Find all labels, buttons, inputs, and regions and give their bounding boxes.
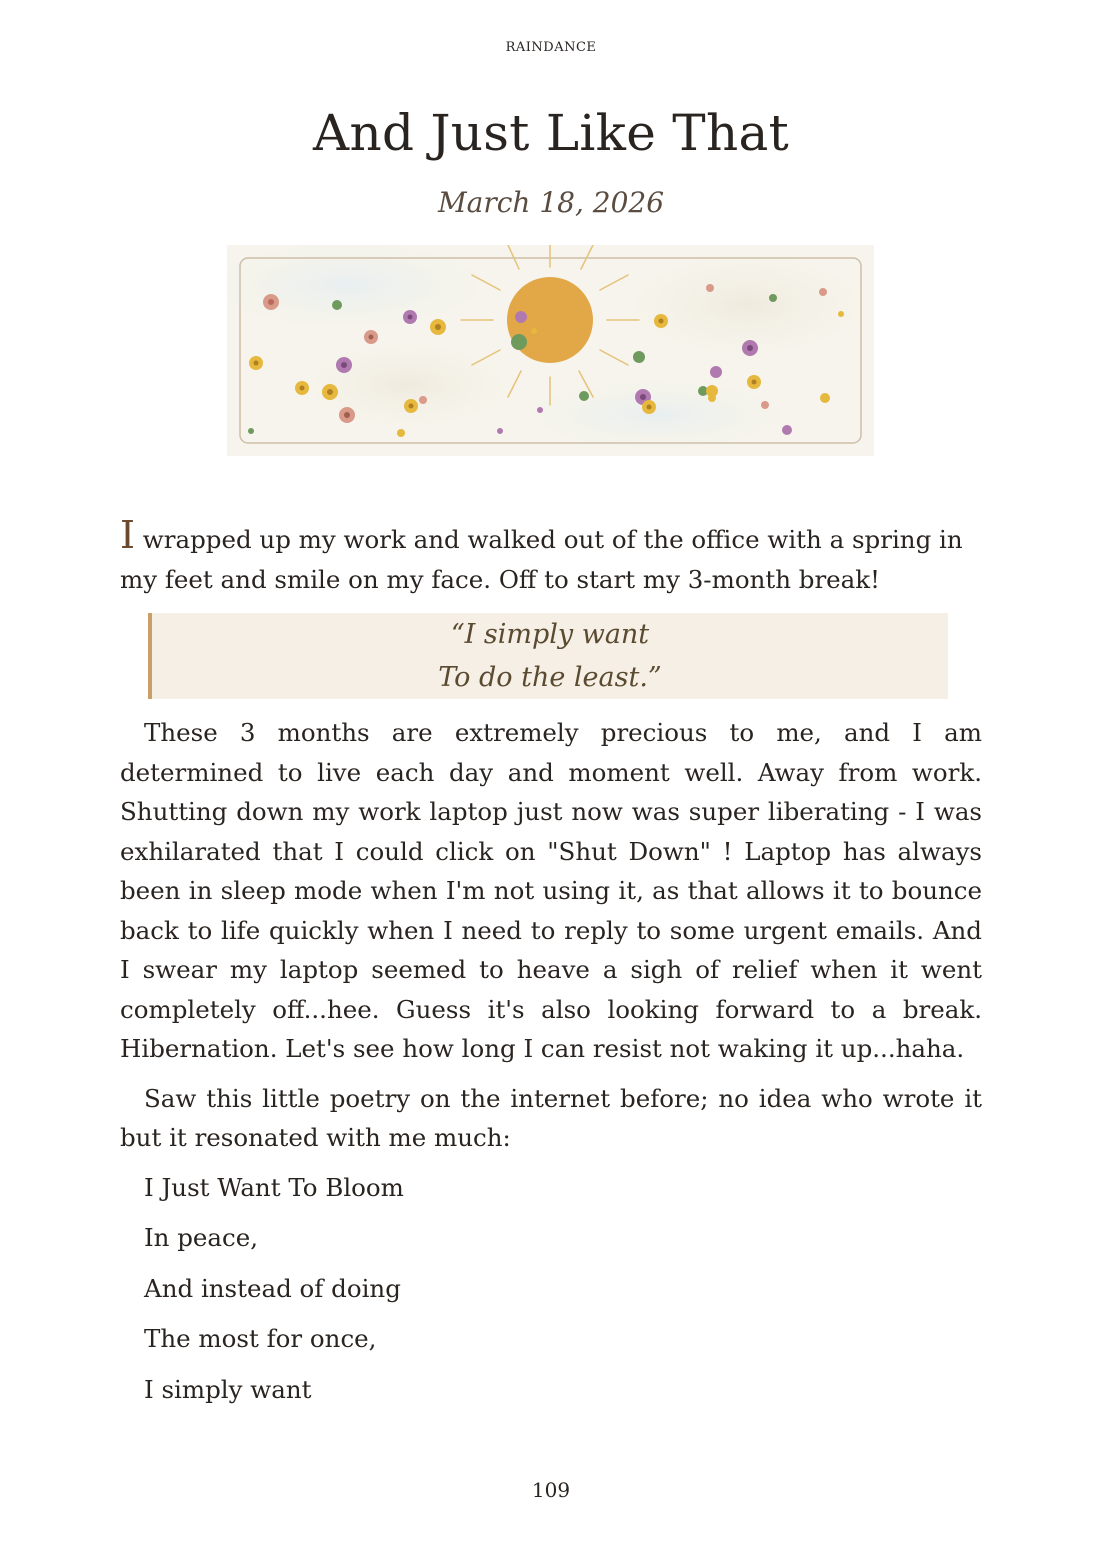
lead-paragraph bbox=[120, 513, 982, 599]
lead-text: wrapped up my work and walked out of the office with a spring in my feet and smile on my face. Off to start my 3-month break! bbox=[120, 525, 963, 594]
body-paragraph: These 3 months are extremely precious to me, and I am determined to live each day and moment well. Away from work. Shutting down my work laptop just now was super liberating - I was exhilarated that I could click on "Shut Down" ! Laptop has always been in sleep mode when I'm not using it, as that allows it to bounce back to life quickly when I need to reply to some urgent emails. And I swear my laptop seemed to heave a sigh of relief when it went completely off...hee. Guess it's also looking forward to a break. Hibernation. Let's see how long I can resist not waking it up...haha. bbox=[120, 718, 982, 1063]
page-number: 109 bbox=[531, 1478, 571, 1502]
poem-line: I simply want bbox=[144, 1374, 312, 1404]
chapter-title: And Just Like That bbox=[313, 104, 789, 162]
poem-line: And instead of doing bbox=[144, 1273, 401, 1303]
poem-line: In peace, bbox=[144, 1223, 259, 1252]
poem-line: The most for once, bbox=[144, 1324, 377, 1353]
chapter-body bbox=[120, 513, 982, 1420]
poem bbox=[120, 1168, 982, 1410]
body-paragraph: Saw this little poetry on the internet before; no idea who wrote it but it resonated with me much: bbox=[120, 1083, 982, 1152]
poem-line: I Just Want To Bloom bbox=[144, 1172, 404, 1202]
chapter-date: March 18, 2026 bbox=[437, 186, 665, 219]
pull-quote-line-1: “I simply want bbox=[450, 619, 650, 650]
sun-and-flowers-illustration bbox=[227, 245, 874, 456]
pull-quote-line-2: To do the least.” bbox=[438, 662, 662, 693]
drop-cap: I bbox=[120, 513, 136, 557]
running-head: RAINDANCE bbox=[505, 40, 597, 55]
pull-quote bbox=[148, 613, 948, 699]
